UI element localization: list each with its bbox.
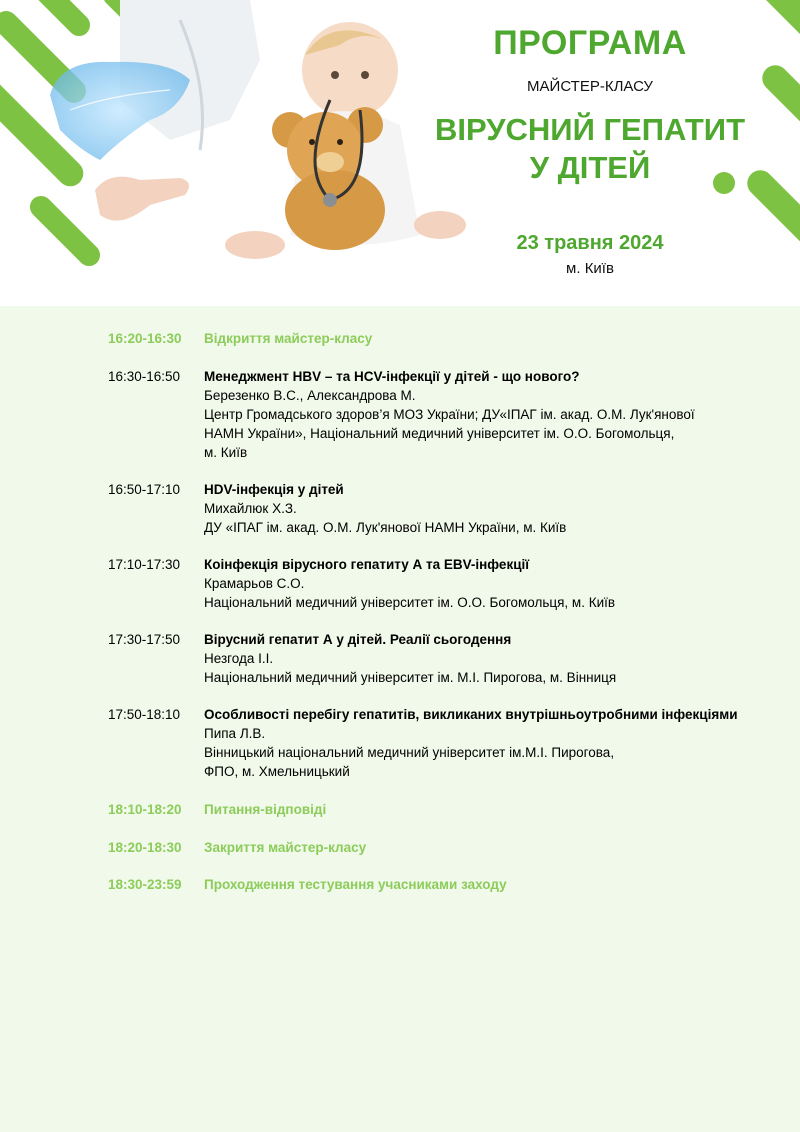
item-affiliation: ФПО, м. Хмельницький [204, 764, 350, 779]
item-affiliation: Національний медичний університет ім. М.І. Пирогова, м. Вінниця [204, 670, 617, 685]
item-affiliation: НАМН України», Національний медичний університет ім. О.О. Богомольця, [204, 426, 675, 441]
item-affiliation: Вінницький національний медичний університет ім.М.І. Пирогова, [204, 745, 615, 760]
item-title: Закриття майстер-класу [204, 840, 367, 855]
item-time: 17:10-17:30 [108, 557, 181, 572]
item-speaker: Березенко В.С., Александрова М. [204, 388, 416, 403]
event-date: 23 травня 2024 [516, 232, 664, 254]
headline-line: У ДІТЕЙ [529, 150, 651, 185]
header [0, 0, 800, 306]
schedule-item [108, 555, 788, 612]
item-speaker: Михайлюк Х.З. [204, 501, 297, 516]
item-time: 18:10-18:20 [108, 802, 182, 817]
item-affiliation: ДУ «ІПАГ ім. акад. О.М. Лук'янової НАМН України, м. Київ [204, 520, 567, 535]
item-time: 17:50-18:10 [108, 707, 181, 722]
headline-line: ВІРУСНИЙ ГЕПАТИТ [434, 112, 746, 147]
item-title: Вірусний гепатит А у дітей. Реалії сьогодення [204, 632, 512, 647]
item-title: HDV-інфекція у дітей [204, 482, 344, 497]
item-title: Менеджмент HBV – та HCV-інфекції у дітей - що нового? [204, 369, 580, 384]
schedule-item [108, 875, 788, 894]
event-headline [412, 111, 768, 187]
program-subtitle: МАЙСТЕР-КЛАСУ [527, 78, 653, 95]
item-time: 16:20-16:30 [108, 331, 182, 346]
program-schedule [0, 306, 800, 1132]
schedule-item [108, 367, 788, 462]
item-title: Відкриття майстер-класу [204, 331, 373, 346]
hero-illustration [0, 0, 480, 300]
item-affiliation: м. Київ [204, 445, 248, 460]
item-affiliation: Центр Громадського здоров’я МОЗ України; ДУ«ІПАГ ім. акад. О.М. Лук'янової [204, 407, 695, 422]
schedule-item [108, 329, 788, 348]
item-time: 16:50-17:10 [108, 482, 181, 497]
item-speaker: Незгода І.І. [204, 651, 274, 666]
item-time: 17:30-17:50 [108, 632, 181, 647]
schedule-item [108, 705, 788, 781]
schedule-item [108, 480, 788, 537]
item-time: 18:30-23:59 [108, 877, 182, 892]
item-affiliation: Національний медичний університет ім. О.О. Богомольця, м. Київ [204, 595, 616, 610]
item-speaker: Крамарьов С.О. [204, 576, 305, 591]
item-title: Питання-відповіді [204, 802, 327, 817]
schedule-item [108, 838, 788, 857]
program-title: ПРОГРАМА [493, 24, 687, 62]
event-city: м. Київ [566, 260, 614, 277]
schedule-item [108, 630, 788, 687]
item-title: Проходження тестування учасниками заходу [204, 877, 507, 892]
item-time: 18:20-18:30 [108, 840, 182, 855]
item-title: Коінфекція вірусного гепатиту А та EBV-інфекції [204, 557, 530, 572]
schedule-item [108, 800, 788, 819]
item-time: 16:30-16:50 [108, 369, 181, 384]
item-title: Особливості перебігу гепатитів, викликаних внутрішньоутробними інфекціями [204, 707, 738, 722]
item-speaker: Пипа Л.В. [204, 726, 266, 741]
